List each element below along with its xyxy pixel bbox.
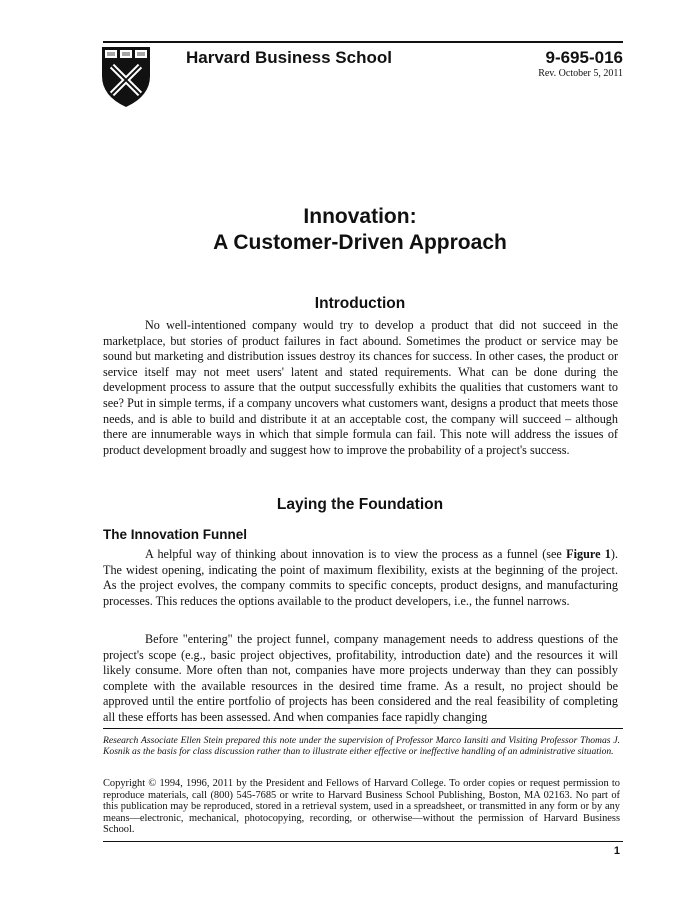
authorship-footnote: Research Associate Ellen Stein prepared this note under the supervision of Professor Marco Iansiti and Visiting Professor Thomas J. Kosnik as the basis for class discussion rather than to illustrate either effective or ineffective handling of an administrative situation. [103, 735, 620, 757]
document-title-line-2: A Customer-Driven Approach [213, 231, 507, 254]
funnel-paragraph-1-text-a: A helpful way of thinking about innovation is to view the process as a funnel (see [145, 547, 567, 561]
header-rule [103, 41, 623, 43]
document-title-line-1: Innovation: [303, 205, 417, 228]
figure-1-reference: Figure 1 [566, 547, 611, 561]
case-number: 9-695-016 [545, 48, 623, 67]
footnote-rule [103, 728, 623, 729]
revision-date: Rev. October 5, 2011 [538, 68, 623, 79]
harvard-shield-icon [101, 46, 151, 108]
school-name: Harvard Business School [186, 48, 392, 67]
footer-rule [103, 841, 623, 842]
funnel-paragraph-1 [103, 547, 618, 609]
funnel-paragraph-1-text-b: ). The widest opening, indicating the point of maximum flexibility, exists at the beginning of the project. As the project evolves, the company commits to specific concepts, product designs, and manufacturing processes. This reduces the options available to the product developers, i.e., the funnel narrows. [103, 547, 618, 608]
subsection-heading-innovation-funnel: The Innovation Funnel [103, 527, 247, 542]
funnel-paragraph-2: Before "entering" the project funnel, company management needs to address questions of the project's scope (e.g., basic project objectives, profitability, introduction date) and the resources it will likely consume. More often than not, companies have more projects underway than they can possibly complete with the available resources in the desired time frame. As a result, no project should be approved until the entire portfolio of projects has been considered and the real feasibility of completing all these efforts has been assessed. And when companies face rapidly changing [103, 632, 618, 724]
section-heading-introduction: Introduction [314, 295, 406, 312]
copyright-notice: Copyright © 1994, 1996, 2011 by the President and Fellows of Harvard College. To order copies or request permission to reproduce materials, call (800) 545-7685 or write to Harvard Business School Publishing, Boston, MA 02163. No part of this publication may be reproduced, stored in a retrieval system, used in a spreadsheet, or transmitted in any form or by any means—electronic, mechanical, photocopying, recording, or otherwise—without the permission of Harvard Business School. [103, 778, 620, 836]
introduction-paragraph: No well-intentioned company would try to develop a product that did not succeed in the marketplace, but stories of product failures in fact abound. Sometimes the product or service may be sound but marketing and distribution issues destroy its chances for success. In other cases, the product or service itself may not meet users' latent and stated requirements. What can be done during the development process to assure that the output successfully exhibits the qualities that customers want to see? Put in simple terms, if a company uncovers what customers want, designs a product that meets those needs, and is able to build and distribute it at an acceptable cost, the company will succeed – although there are innumerable ways in which that simple formula can fail. This note will address the issues of product development broadly and suggest how to improve the probability of a project's success. [103, 318, 618, 457]
page-number: 1 [613, 845, 620, 857]
section-heading-foundation: Laying the Foundation [276, 496, 444, 513]
